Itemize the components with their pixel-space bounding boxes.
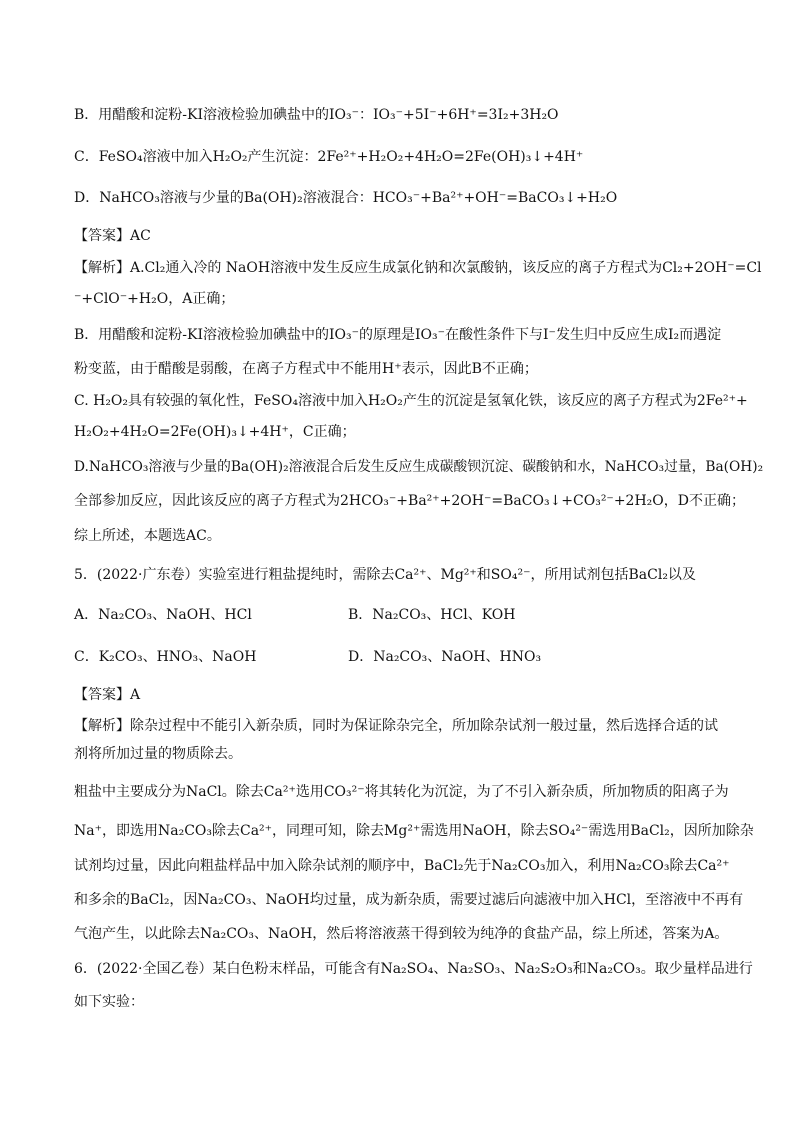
option-d-line: D．NaHCO₃溶液与少量的Ba(OH)₂溶液混合：HCO₃⁻+Ba²⁺+OH⁻=BaCO₃↓+H₂O: [74, 190, 618, 206]
analysis-line: 剂将所加过量的物质除去。: [74, 746, 242, 762]
analysis-line: 【解析】除杂过程中不能引入新杂质，同时为保证除杂完全，所加除杂试剂一般过量，然后选择合适的试: [74, 718, 718, 734]
analysis-line: H₂O₂+4H₂O=2Fe(OH)₃↓+4H⁺，C正确；: [74, 424, 356, 440]
analysis-line: 和多余的BaCl₂，因Na₂CO₃、NaOH均过量，成为新杂质，需要过滤后向滤液中加入HCl，至溶液中不再有: [74, 892, 744, 908]
question-5-option-c: C．K₂CO₃、HNO₃、NaOH: [74, 649, 257, 665]
analysis-line: 【解析】A.Cl₂通入冷的 NaOH溶液中发生反应生成氯化钠和次氯酸钠，该反应的离子方程式为Cl₂+2OH⁻=Cl: [74, 260, 762, 276]
analysis-summary: 综上所述，本题选AC。: [74, 528, 221, 544]
analysis-line: 气泡产生，以此除去Na₂CO₃、NaOH，然后将溶液蒸干得到较为纯净的食盐产品，综上所述，答案为A。: [74, 926, 729, 942]
analysis-line: ⁻+ClO⁻+H₂O，A正确；: [74, 291, 235, 307]
analysis-line: 粉变蓝，由于醋酸是弱酸，在离子方程式中不能用H⁺表示，因此B不正确；: [74, 361, 538, 377]
option-c-line: C．FeSO₄溶液中加入H₂O₂产生沉淀：2Fe²⁺+H₂O₂+4H₂O=2Fe(OH)₃↓+4H⁺: [74, 149, 584, 165]
analysis-line: 全部参加反应，因此该反应的离子方程式为2HCO₃⁻+Ba²⁺+2OH⁻=BaCO₃↓+CO₃²⁻+2H₂O，D不正确；: [74, 493, 745, 509]
analysis-line: C. H₂O₂具有较强的氧化性，FeSO₄溶液中加入H₂O₂产生的沉淀是氢氧化铁，该反应的离子方程式为2Fe²⁺+: [74, 393, 748, 409]
question-6: 6．(2022·全国乙卷）某白色粉末样品，可能含有Na₂SO₄、Na₂SO₃、Na₂S₂O₃和Na₂CO₃。取少量样品进行: [74, 961, 753, 977]
question-6-continued: 如下实验：: [74, 994, 144, 1010]
option-b-line: B．用醋酸和淀粉-KI溶液检验加碘盐中的IO₃⁻：IO₃⁻+5I⁻+6H⁺=3I₂+3H₂O: [74, 107, 559, 123]
analysis-line: 粗盐中主要成分为NaCl。除去Ca²⁺选用CO₃²⁻将其转化为沉淀，为了不引入新杂质，所加物质的阳离子为: [74, 784, 729, 800]
analysis-line: Na⁺，即选用Na₂CO₃除去Ca²⁺，同理可知，除去Mg²⁺需选用NaOH，除去SO₄²⁻需选用BaCl₂，因所加除杂: [74, 823, 754, 839]
question-5: 5．(2022·广东卷）实验室进行粗盐提纯时，需除去Ca²⁺、Mg²⁺和SO₄²⁻，所用试剂包括BaCl₂以及: [74, 567, 696, 583]
analysis-line: D.NaHCO₃溶液与少量的Ba(OH)₂溶液混合后发生反应生成碳酸钡沉淀、碳酸钠和水，NaHCO₃过量，Ba(OH)₂: [74, 459, 764, 475]
analysis-line: 试剂均过量，因此向粗盐样品中加入除杂试剂的顺序中，BaCl₂先于Na₂CO₃加入，利用Na₂CO₃除去Ca²⁺: [74, 858, 730, 874]
answer-label: 【答案】AC: [74, 228, 151, 244]
answer-label: 【答案】A: [74, 687, 141, 703]
analysis-line: B．用醋酸和淀粉-KI溶液检验加碘盐中的IO₃⁻的原理是IO₃⁻在酸性条件下与I⁻发生归中反应生成I₂而遇淀: [74, 327, 722, 343]
question-5-option-b: B．Na₂CO₃、HCl、KOH: [348, 607, 516, 623]
question-5-option-a: A．Na₂CO₃、NaOH、HCl: [74, 607, 252, 623]
question-5-option-d: D．Na₂CO₃、NaOH、HNO₃: [348, 649, 542, 665]
